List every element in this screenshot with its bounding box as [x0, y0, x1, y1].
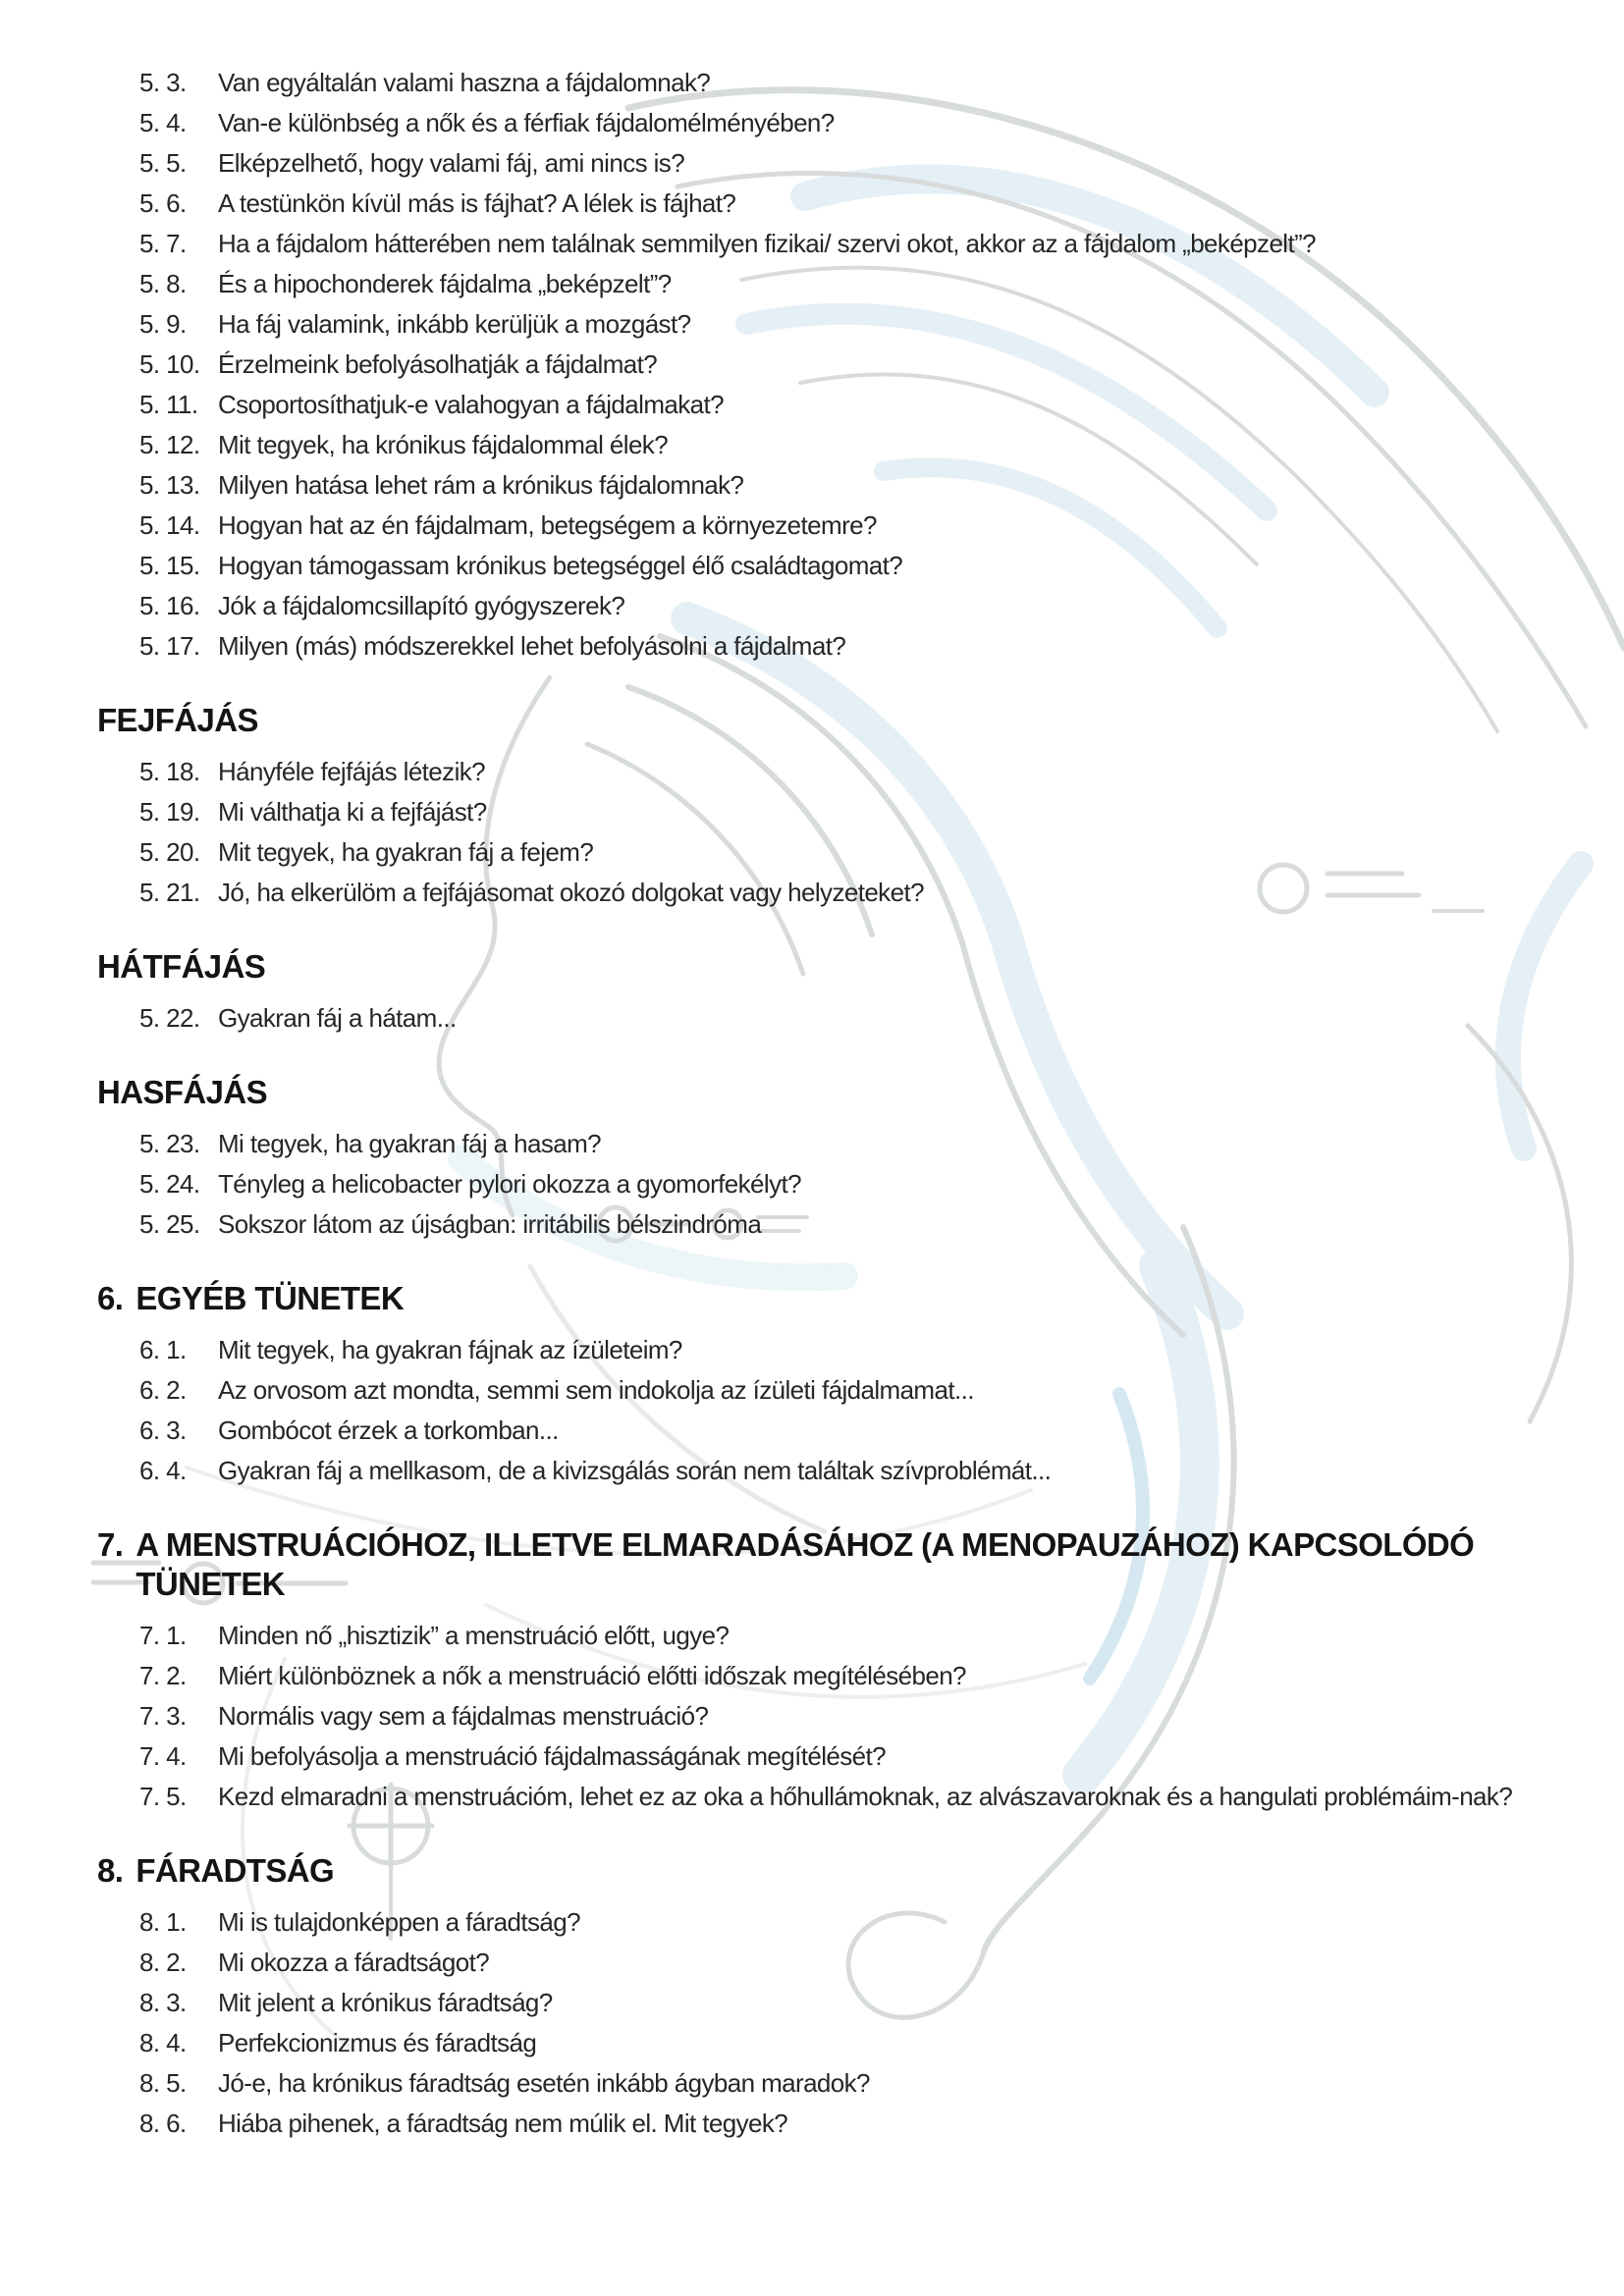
toc-item [97, 69, 1545, 96]
item-number: 5. 7. [139, 229, 187, 258]
section-title: EGYÉB TÜNETEK [135, 1280, 405, 1316]
toc-item [97, 2109, 1545, 2137]
item-number: 5. 4. [139, 108, 187, 137]
item-text: Tényleg a helicobacter pylori okozza a gyomorfekélyt? [218, 1169, 801, 1199]
item-text: Mit tegyek, ha krónikus fájdalommal élek? [218, 430, 669, 459]
toc-item [97, 310, 1545, 338]
item-text: Van-e különbség a nők és a férfiak fájdalomélményében? [218, 108, 835, 137]
toc-item [97, 149, 1545, 177]
toc-item [97, 879, 1545, 906]
item-number: 7. 4. [139, 1741, 187, 1771]
item-text: Normális vagy sem a fájdalmas menstruáció? [218, 1701, 709, 1731]
item-text: Mit tegyek, ha gyakran fájnak az ízületeim? [218, 1335, 682, 1364]
toc-item [97, 1210, 1545, 1238]
item-number: 5. 22. [139, 1003, 200, 1033]
item-text: Ha a fájdalom hátterében nem találnak semmilyen fizikai/ szervi okot, akkor az a fájdalom „beképzelt”? [218, 229, 1317, 258]
toc-item [97, 1004, 1545, 1032]
toc-item [97, 592, 1545, 619]
item-number: 5. 25. [139, 1209, 200, 1239]
item-text: Gombócot érzek a torkomban... [218, 1415, 559, 1445]
section-heading [97, 701, 1545, 740]
section-title: HASFÁJÁS [97, 1074, 268, 1110]
item-number: 5. 16. [139, 591, 200, 620]
item-text: Jók a fájdalomcsillapító gyógyszerek? [218, 591, 625, 620]
item-text: Perfekcionizmus és fáradtság [218, 2028, 537, 2057]
item-text: Mit tegyek, ha gyakran fáj a fejem? [218, 837, 594, 867]
item-number: 5. 6. [139, 188, 187, 218]
item-text: Van egyáltalán valami haszna a fájdalomnak? [218, 68, 711, 97]
toc-item [97, 2069, 1545, 2097]
toc-item [97, 1742, 1545, 1770]
item-number: 5. 8. [139, 269, 187, 298]
item-text: Miért különböznek a nők a menstruáció előtti időszak megítélésében? [218, 1661, 966, 1690]
item-number: 8. 3. [139, 1988, 187, 2017]
toc-item [97, 798, 1545, 826]
toc-item [97, 511, 1545, 539]
item-number: 5. 24. [139, 1169, 200, 1199]
section-number: 8. [97, 1852, 124, 1889]
item-text: A testünkön kívül más is fájhat? A lélek is fájhat? [218, 188, 736, 218]
item-number: 7. 1. [139, 1621, 187, 1650]
item-text: Mi is tulajdonképpen a fáradtság? [218, 1907, 581, 1937]
item-number: 6. 1. [139, 1335, 187, 1364]
toc-item [97, 552, 1545, 579]
toc-item [97, 758, 1545, 785]
item-number: 7. 3. [139, 1701, 187, 1731]
item-number: 6. 3. [139, 1415, 187, 1445]
item-text: Mit jelent a krónikus fáradtság? [218, 1988, 553, 2017]
item-text: Jó-e, ha krónikus fáradtság esetén inkább ágyban maradok? [218, 2068, 870, 2098]
item-text: Kezd elmaradni a menstruációm, lehet ez az oka a hőhullámoknak, az alvászavaroknak és a hangulati problémáim-nak? [218, 1782, 1513, 1811]
item-text: Hogyan hat az én fájdalmam, betegségem a környezetemre? [218, 510, 877, 540]
item-number: 7. 2. [139, 1661, 187, 1690]
item-number: 5. 17. [139, 631, 200, 661]
toc-item [97, 230, 1545, 257]
item-number: 5. 11. [139, 390, 198, 419]
item-text: Milyen (más) módszerekkel lehet befolyásolni a fájdalmat? [218, 631, 846, 661]
toc-item [97, 2029, 1545, 2056]
item-number: 6. 2. [139, 1375, 187, 1405]
item-text: Csoportosíthatjuk-e valahogyan a fájdalmakat? [218, 390, 724, 419]
section-heading [97, 1851, 1545, 1891]
item-text: Minden nő „hisztizik” a menstruáció előtt, ugye? [218, 1621, 730, 1650]
item-text: Mi befolyásolja a menstruáció fájdalmasságának megítélését? [218, 1741, 886, 1771]
toc-item [97, 1170, 1545, 1198]
toc-item [97, 270, 1545, 297]
item-number: 8. 2. [139, 1948, 187, 1977]
toc-item [97, 838, 1545, 866]
item-number: 5. 10. [139, 349, 200, 379]
item-text: Milyen hatása lehet rám a krónikus fájdalomnak? [218, 470, 744, 500]
toc-item [97, 1457, 1545, 1484]
item-text: Hogyan támogassam krónikus betegséggel élő családtagomat? [218, 551, 903, 580]
item-text: Sokszor látom az újságban: irritábilis bélszindróma [218, 1209, 762, 1239]
item-number: 8. 6. [139, 2109, 187, 2138]
item-text: Hányféle fejfájás létezik? [218, 757, 485, 786]
toc-item [97, 1908, 1545, 1936]
item-number: 7. 5. [139, 1782, 187, 1811]
item-number: 6. 4. [139, 1456, 187, 1485]
item-number: 5. 19. [139, 797, 200, 827]
item-number: 8. 1. [139, 1907, 187, 1937]
item-text: Gyakran fáj a mellkasom, de a kivizsgálás során nem találtak szívproblémát... [218, 1456, 1052, 1485]
toc-item [97, 1416, 1545, 1444]
item-number: 5. 12. [139, 430, 200, 459]
toc-item [97, 1949, 1545, 1976]
toc-item [97, 391, 1545, 418]
toc-item [97, 1662, 1545, 1689]
toc-item [97, 1376, 1545, 1404]
toc-item [97, 1622, 1545, 1649]
section-heading [97, 947, 1545, 987]
toc-item [97, 350, 1545, 378]
item-text: Gyakran fáj a hátam... [218, 1003, 457, 1033]
section-heading [97, 1279, 1545, 1318]
item-number: 5. 21. [139, 878, 200, 907]
section-title: FEJFÁJÁS [97, 702, 258, 738]
item-text: Hiába pihenek, a fáradtság nem múlik el. Mit tegyek? [218, 2109, 788, 2138]
item-number: 8. 5. [139, 2068, 187, 2098]
section-title: HÁTFÁJÁS [97, 948, 266, 985]
section-title: A MENSTRUÁCIÓHOZ, ILLETVE ELMARADÁSÁHOZ (A MENOPAUZÁHOZ) KAPCSOLÓDÓ TÜNETEK [135, 1526, 1475, 1602]
toc-item [97, 189, 1545, 217]
item-number: 5. 23. [139, 1129, 200, 1158]
toc-item [97, 471, 1545, 499]
item-text: Az orvosom azt mondta, semmi sem indokolja az ízületi fájdalmamat... [218, 1375, 974, 1405]
item-number: 5. 13. [139, 470, 200, 500]
toc-item [97, 1783, 1545, 1810]
section-heading [97, 1073, 1545, 1112]
item-text: Mi tegyek, ha gyakran fáj a hasam? [218, 1129, 602, 1158]
item-number: 8. 4. [139, 2028, 187, 2057]
item-number: 5. 15. [139, 551, 200, 580]
item-number: 5. 3. [139, 68, 187, 97]
toc-item [97, 632, 1545, 660]
section-number: 6. [97, 1280, 124, 1316]
item-text: És a hipochonderek fájdalma „beképzelt”? [218, 269, 672, 298]
item-text: Érzelmeink befolyásolhatják a fájdalmat? [218, 349, 658, 379]
item-number: 5. 5. [139, 148, 187, 178]
item-number: 5. 20. [139, 837, 200, 867]
item-number: 5. 14. [139, 510, 200, 540]
item-text: Elképzelhető, hogy valami fáj, ami nincs is? [218, 148, 685, 178]
toc-item [97, 1130, 1545, 1157]
item-text: Ha fáj valamink, inkább kerüljük a mozgást? [218, 309, 691, 339]
item-number: 5. 18. [139, 757, 200, 786]
item-text: Mi válthatja ki a fejfájást? [218, 797, 487, 827]
toc-item [97, 109, 1545, 136]
section-heading [97, 1525, 1545, 1604]
toc-item [97, 1702, 1545, 1730]
item-text: Jó, ha elkerülöm a fejfájásomat okozó dolgokat vagy helyzeteket? [218, 878, 924, 907]
item-text: Mi okozza a fáradtságot? [218, 1948, 490, 1977]
toc-item [97, 1989, 1545, 2016]
toc-item [97, 431, 1545, 458]
section-number: 7. [97, 1526, 124, 1563]
item-number: 5. 9. [139, 309, 187, 339]
section-title: FÁRADTSÁG [135, 1852, 335, 1889]
toc-item [97, 1336, 1545, 1363]
